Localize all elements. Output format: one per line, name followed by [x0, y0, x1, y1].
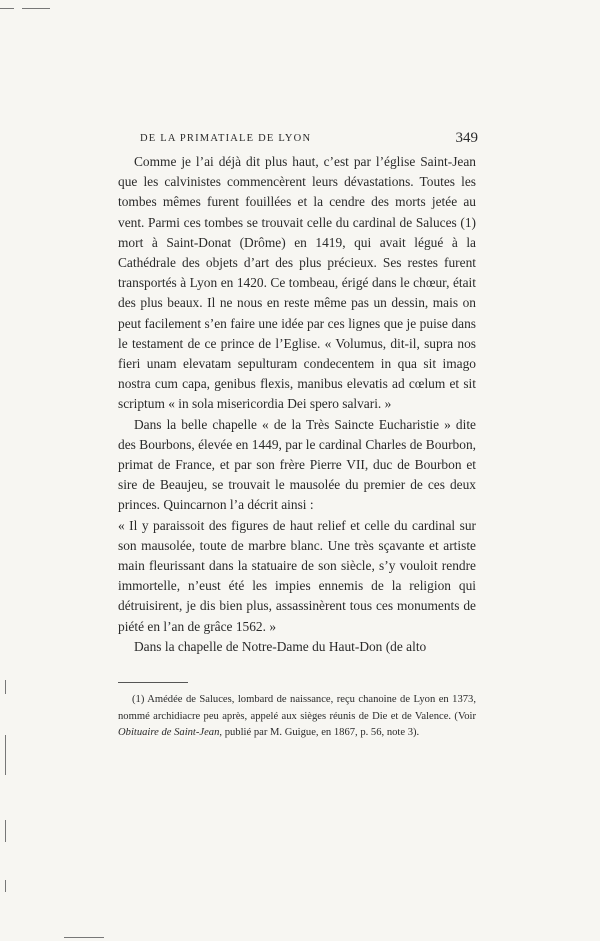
- footnote: [118, 692, 476, 742]
- scan-edge-mark: [0, 8, 14, 9]
- page-number: 349: [455, 130, 478, 146]
- scan-edge-mark: [5, 680, 6, 694]
- quotation-paragraph: « Il y paraissoit des figures de haut relief et celle du cardinal sur son mausolée, toute de marbre blanc. Une très sçavante et artiste main fleurissant dans la statuaire de son siècle, s’y vouloit rendre immortelle, n’eust été les impies ennemis de la religion qui détruisirent, je dis bien plus, assassinèrent tous ces monuments de piété en l’an de grâce 1562. »: [118, 517, 476, 634]
- cited-title: Obituaire de Saint-Jean: [118, 727, 220, 738]
- scan-edge-mark: [5, 735, 6, 775]
- footnote-text: [118, 692, 476, 742]
- footnote-rule: [118, 682, 188, 683]
- scan-edge-mark: [64, 937, 104, 938]
- scan-edge-mark: [5, 820, 6, 842]
- paragraph: Dans la chapelle de Notre-Dame du Haut-Don (de alto: [134, 638, 427, 654]
- paragraph: Dans la belle chapelle « de la Très Saincte Eucharistie » dite des Bourbons, élevée en 1449, par le cardinal Charles de Bourbon, primat de France, et par son frère Pierre VII, duc de Bourbon et sire de Beaujeu, se trouvait le mausolée du premier de ces deux princes. Quincarnon l’a décrit ainsi :: [118, 416, 476, 513]
- page-header: [118, 130, 478, 152]
- main-text: [118, 152, 476, 657]
- running-head: DE LA PRIMATIALE DE LYON: [140, 133, 312, 144]
- paragraph: Comme je l’ai déjà dit plus haut, c’est par l’église Saint-Jean que les calvinistes commencèrent leurs dévastations. Toutes les tombes mêmes furent fouillées et la cendre des morts jetée au vent. Parmi ces tombes se trouvait celle du cardinal de Saluces (1) mort à Saint-Donat (Drôme) en 1419, qui avait légué à la Cathédrale des objets d’art des plus précieux. Ses restes furent transportés à Lyon en 1420. Ce tombeau, érigé dans le chœur, était des plus beaux. Il ne nous en reste même pas un dessin, mais on peut facilement s’en faire une idée par ces lignes que je puise dans le testament de ce prince de l’Eglise. « Volumus, dit-il, supra nos fieri unam elevatam sepulturam condecentem in qua sit imago nostra cum capa, genibus flexis, manibus elevatis ad cœlum et sit scriptum « in sola misericordia Dei spero salvari. »: [118, 154, 476, 412]
- footnote-part: (1) Amédée de Saluces, lombard de naissance, reçu chanoine de Lyon en 1373, nommé archidiacre peu après, appelé aux sièges réunis de Die et de Valence. (Voir: [118, 694, 476, 722]
- scan-edge-mark: [22, 8, 50, 9]
- footnote-part: , publié par M. Guigue, en 1867, p. 56, note 3).: [219, 727, 420, 738]
- scan-edge-mark: [5, 880, 6, 892]
